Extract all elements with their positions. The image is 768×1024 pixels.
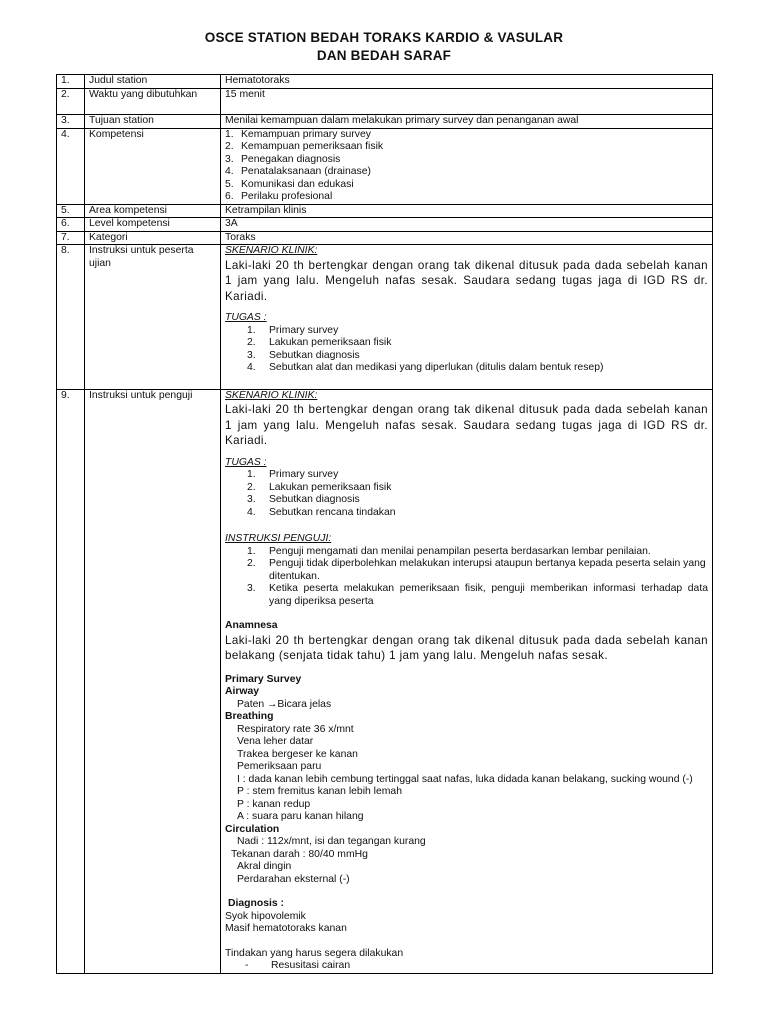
inspeksi-text: I : dada kanan lebih cembung tertinggal saat nafas, luka didada kanan belakang, sucking wound (-) (237, 773, 693, 785)
list-item: 3. Sebutkan diagnosis (247, 349, 360, 361)
list-item: 5. Komunikasi dan edukasi (225, 178, 354, 190)
list-item: 4. Sebutkan rencana tindakan (247, 506, 396, 518)
row-number: 2. (57, 89, 85, 115)
table-row (57, 89, 713, 115)
anamnesa-text: Laki-laki 20 th bertengkar dengan orang tak dikenal ditusuk pada dada sebelah kanan belakang (senjata tidak tahu) 1 jam yang lalu. Mengeluh nafas sesak. (225, 633, 708, 662)
breathing-item: Pemeriksaan paru (237, 761, 322, 772)
list-item: 3. Sebutkan diagnosis (247, 494, 360, 505)
tugas-heading: TUGAS : (225, 456, 267, 468)
list-item: 3. Penegakan diagnosis (225, 153, 341, 165)
row-label: Kompetensi (85, 128, 221, 204)
breathing-item: Trakea bergeser ke kanan (237, 748, 358, 760)
list-item: 2. Penguji tidak diperbolehkan melakukan interupsi ataupun bertanya kepada peserta selain yang ditentukan. (247, 558, 706, 582)
table-row (57, 245, 713, 390)
diagnosis-item: Syok hipovolemik (225, 910, 306, 922)
table-row (57, 218, 713, 232)
list-item: 6. Perilaku profesional (225, 191, 333, 202)
breathing-item: Respiratory rate 36 x/mnt (237, 723, 354, 735)
table-row (57, 75, 713, 89)
row-label: Level kompetensi (85, 218, 221, 232)
primary-survey-heading: Primary Survey (225, 673, 302, 685)
row-number: 6. (57, 218, 85, 232)
table-row (57, 128, 713, 204)
circulation-heading: Circulation (225, 823, 280, 835)
row-number: 7. (57, 231, 85, 245)
auskultasi-text: A : suara paru kanan hilang (237, 811, 364, 822)
row-label: Tujuan station (85, 115, 221, 129)
diagnosis-item: Masif hematotoraks kanan (225, 923, 347, 934)
row-value: 3A (221, 218, 713, 232)
row-number: 5. (57, 204, 85, 218)
breathing-item: Vena leher datar (237, 736, 314, 747)
tindakan-heading: Tindakan yang harus segera dilakukan (225, 947, 404, 959)
airway-detail: Paten →Bicara jelas (237, 698, 332, 710)
scenario-heading: SKENARIO KLINIK: (225, 245, 318, 256)
list-item: 1. Primary survey (247, 469, 339, 480)
scenario-text: Laki-laki 20 th bertengkar dengan orang tak dikenal ditusuk pada dada sebelah kanan 1 jam yang lalu. Mengeluh nafas sesak. Saudara sedang tugas jaga di IGD RS dr. Kariadi. (225, 403, 708, 447)
table-row (57, 231, 713, 245)
perdarahan-text: Perdarahan eksternal (-) (237, 873, 350, 885)
list-item: 1. Kemampuan primary survey (225, 128, 371, 140)
list-item: 4. Sebutkan alat dan medikasi yang diperlukan (ditulis dalam bentuk resep) (247, 362, 604, 373)
table-row (57, 115, 713, 129)
list-item: 1. Primary survey (247, 324, 339, 336)
list-item: 1. Penguji mengamati dan menilai penampilan peserta berdasarkan lembar penilaian. (247, 545, 651, 557)
list-item: 4. Penatalaksanaan (drainase) (225, 166, 371, 177)
row-label: Kategori (85, 231, 221, 245)
document-title-line-1: OSCE STATION BEDAH TORAKS KARDIO & VASULAR (204, 30, 564, 45)
row-number: 3. (57, 115, 85, 129)
row-label: Instruksi untuk peserta ujian (85, 245, 221, 390)
scenario-heading: SKENARIO KLINIK: (225, 389, 318, 401)
list-item: 2. Kemampuan pemeriksaan fisik (225, 141, 384, 152)
perkusi-text: P : kanan redup (237, 798, 311, 810)
table-row (57, 389, 713, 973)
tugas-heading: TUGAS : (225, 312, 267, 323)
row-value: Hematotoraks (221, 75, 713, 89)
row-number: 4. (57, 128, 85, 204)
osce-station-table (56, 74, 713, 974)
airway-heading: Airway (225, 686, 260, 697)
scenario-text: Laki-laki 20 th bertengkar dengan orang tak dikenal ditusuk pada dada sebelah kanan 1 jam yang lalu. Mengeluh nafas sesak. Saudara sedang tugas jaga di IGD RS dr. Kariadi. (225, 258, 708, 303)
palpasi-text: P : stem fremitus kanan lebih lemah (237, 786, 402, 797)
diagnosis-heading: Diagnosis : (228, 898, 285, 909)
akral-text: Akral dingin (237, 861, 292, 872)
row-value: 15 menit (221, 89, 713, 115)
tindakan-item: - Resusitasi cairan (245, 960, 351, 971)
document-title-line-2: DAN BEDAH SARAF (316, 48, 452, 63)
row-value: Menilai kemampuan dalam melakukan primary survey dan penanganan awal (221, 115, 713, 129)
row-value (221, 128, 713, 204)
anamnesa-heading: Anamnesa (225, 620, 278, 631)
list-item: 2. Lakukan pemeriksaan fisik (247, 337, 392, 348)
kompetensi-list (225, 129, 708, 204)
row-number: 9. (57, 389, 85, 973)
row-label: Instruksi untuk penguji (85, 389, 221, 973)
breathing-heading: Breathing (225, 711, 274, 722)
table-row (57, 204, 713, 218)
instruksi-list (225, 546, 708, 609)
instruksi-heading: INSTRUKSI PENGUJI: (225, 533, 332, 544)
list-item: 3. Ketika peserta melakukan pemeriksaan fisik, penguji memberikan informasi terhadap data yang diperiksa peserta (247, 583, 708, 607)
tugas-list (225, 469, 708, 519)
row-value (221, 389, 713, 973)
row-label: Waktu yang dibutuhkan (85, 89, 221, 115)
row-number: 1. (57, 75, 85, 89)
row-value (221, 245, 713, 390)
row-label: Area kompetensi (85, 204, 221, 218)
row-label: Judul station (85, 75, 221, 89)
row-value: Toraks (221, 231, 713, 245)
nadi-text: Nadi : 112x/mnt, isi dan tegangan kurang (237, 836, 426, 847)
row-number: 8. (57, 245, 85, 390)
tugas-list (225, 325, 708, 375)
row-value: Ketrampilan klinis (221, 204, 713, 218)
tekanan-text: Tekanan darah : 80/40 mmHg (231, 848, 368, 860)
list-item: 2. Lakukan pemeriksaan fisik (247, 481, 392, 493)
